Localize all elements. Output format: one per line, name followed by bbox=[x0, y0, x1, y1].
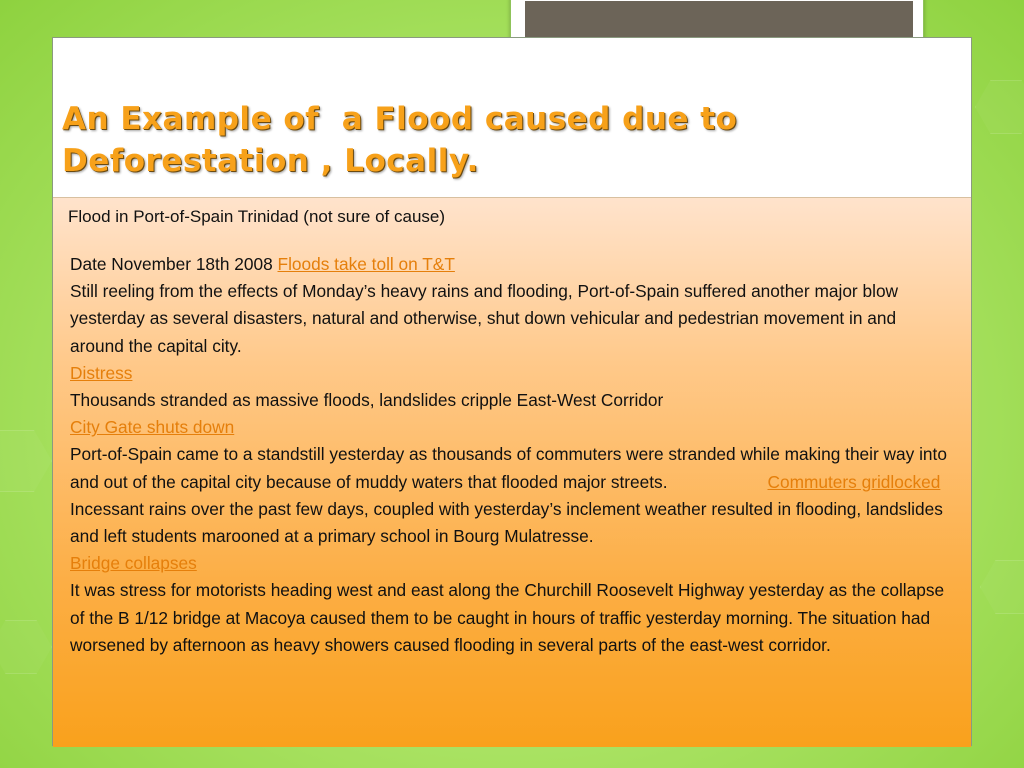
slide-subtitle: Flood in Port-of-Spain Trinidad (not sure of cause) bbox=[68, 207, 446, 226]
background-hexagon bbox=[980, 560, 1024, 614]
bridge-collapses-link[interactable]: Bridge collapses bbox=[70, 553, 197, 574]
paragraph-1: Still reeling from the effects of Monday’s heavy rains and flooding, Port-of-Spain suffered another major blow yesterday as several disasters, natural and otherwise, shut down vehicular and pedestrian movement in and around the capital city. bbox=[70, 281, 899, 356]
distress-link[interactable]: Distress bbox=[70, 362, 133, 383]
date-line bbox=[70, 251, 950, 278]
city-gate-link[interactable]: City Gate shuts down bbox=[70, 417, 235, 438]
paragraph-3 bbox=[70, 441, 950, 495]
slide-title-line-2: Deforestation , Locally. bbox=[62, 143, 479, 179]
paragraph-4: Incessant rains over the past few days, coupled with yesterday’s inclement weather resulted in flooding, landslides and left students marooned at a primary school in Bourg Mulatresse. bbox=[70, 498, 943, 547]
background-hexagon bbox=[975, 80, 1024, 134]
slide-title bbox=[62, 98, 862, 182]
slide-title-line-1: An Example of a Flood caused due to bbox=[62, 101, 738, 137]
commuters-gridlocked-link[interactable]: Commuters gridlocked bbox=[767, 471, 941, 492]
background-hexagon bbox=[0, 620, 52, 674]
paragraph-2: Thousands stranded as massive floods, landslides cripple East-West Corridor bbox=[70, 390, 664, 411]
date-text: Date November 18th 2008 bbox=[70, 254, 278, 274]
paragraph-5: It was stress for motorists heading west and east along the Churchill Roosevelt Highway yesterday as the collapse of the B 1/12 bridge at Macoya caused them to be caught in hours of traffic yesterday morning. The situation had worsened by afternoon as heavy showers caused flooding in several parts of the east-west corridor. bbox=[70, 580, 945, 655]
article-body bbox=[70, 251, 950, 659]
floods-take-toll-link[interactable]: Floods take toll on T&T bbox=[277, 254, 455, 274]
paragraph-3-text: Port-of-Spain came to a standstill yesterday as thousands of commuters were stranded while making their way into and out of the capital city because of muddy waters that flooded major streets. bbox=[70, 444, 947, 492]
background-hexagon bbox=[0, 430, 52, 492]
